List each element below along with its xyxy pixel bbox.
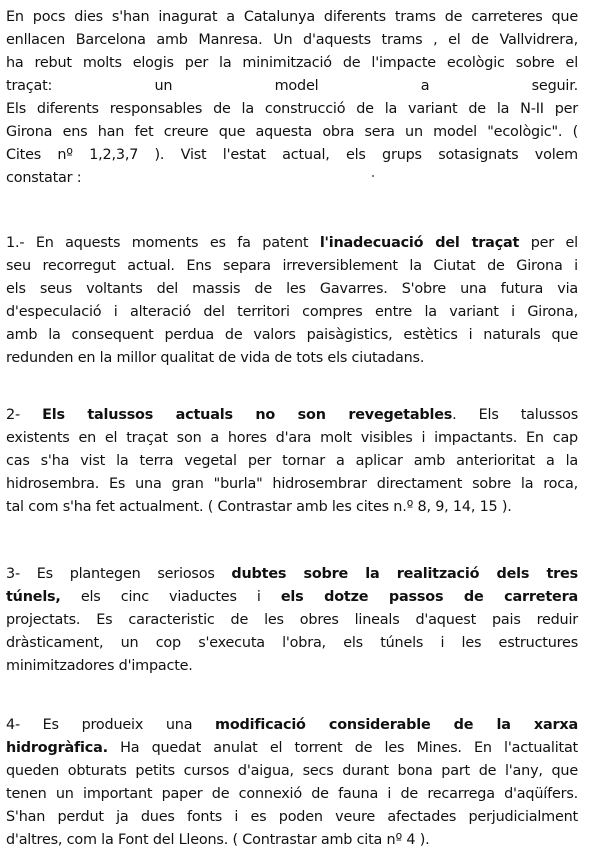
text-line (6, 563, 578, 586)
text-run: En pocs dies s'han inagurat a Catalunya diferents trams de carreteres que (6, 9, 578, 25)
text-line (6, 167, 578, 190)
bold-text: túnels, (6, 589, 61, 605)
bold-text: l'inadecuació del traçat (319, 235, 520, 251)
text-line (6, 737, 578, 760)
text-run: traçat: un model a seguir. (6, 78, 578, 94)
text-run: els seus voltants del massis de les Gavarres. S'obre una futura via (6, 281, 578, 297)
text-run: 3- Es plantegen seriosos (6, 566, 232, 582)
text-line (6, 121, 578, 144)
text-line (6, 632, 578, 655)
point-3-paragraph (6, 563, 578, 678)
text-line (6, 496, 578, 519)
text-run: 1.- En aquests moments es fa patent (6, 235, 320, 251)
text-line (6, 347, 578, 370)
text-run: enllacen Barcelona amb Manresa. Un d'aquests trams , el de Vallvidrera, (6, 32, 578, 48)
text-run: existents en el traçat son a hores d'ara molt visibles i impactants. En cap (6, 430, 578, 446)
bold-text: dubtes sobre la realització dels tres (231, 566, 578, 582)
text-run: constatar : (6, 170, 82, 186)
text-run: els cinc viaductes i (60, 589, 281, 605)
bold-text: modificació considerable de la xarxa (215, 717, 578, 733)
text-run: Girona ens han fet creure que aquesta obra sera un model "ecològic". ( (6, 124, 578, 140)
text-line (6, 6, 578, 29)
text-run: ha rebut molts elogis per la minimització de l'impacte ecològic sobre el (6, 55, 578, 71)
text-run: seu recorregut actual. Ens separa irreversiblement la Ciutat de Girona i (6, 258, 578, 274)
text-run: d'altres, com la Font del Lleons. ( Contrastar amb cita nº 4 ). (6, 832, 430, 848)
text-run: tenen un important paper de connexió de fauna i de recarrega d'aqüífers. (6, 786, 578, 802)
text-line (6, 655, 578, 678)
text-line (6, 75, 578, 98)
text-run: projectats. Es caracteristic de les obres lineals d'aquest pais reduir (6, 612, 578, 628)
text-line (6, 232, 578, 255)
bold-text: hidrogràfica. (6, 740, 108, 756)
text-run: per el (519, 235, 578, 251)
scan-speck (372, 175, 374, 177)
text-run: redunden en la millor qualitat de vida de tots els ciutadans. (6, 350, 425, 366)
intro-paragraph (6, 6, 578, 190)
text-line (6, 324, 578, 347)
text-line (6, 144, 578, 167)
text-line (6, 29, 578, 52)
text-run: minimitzadores d'impacte. (6, 658, 193, 674)
text-run: hidrosembra. Es una gran "burla" hidrosembrar directament sobre la roca, (6, 476, 578, 492)
text-run: . Els talussos (452, 407, 579, 423)
text-line (6, 52, 578, 75)
point-1-paragraph (6, 232, 578, 370)
text-run: tal com s'ha fet actualment. ( Contrastar amb les cites n.º 8, 9, 14, 15 ). (6, 499, 512, 515)
text-line (6, 473, 578, 496)
text-line (6, 427, 578, 450)
text-line (6, 609, 578, 632)
text-line (6, 586, 578, 609)
text-line (6, 98, 578, 121)
text-line (6, 760, 578, 783)
text-run: dràsticament, un cop s'executa l'obra, els túnels i les estructures (6, 635, 578, 651)
text-run: S'han perdut ja dues fonts i es poden veure afectades perjudicialment (6, 809, 578, 825)
text-line (6, 806, 578, 829)
text-line (6, 255, 578, 278)
bold-text: Els talussos actuals no son revegetables (42, 407, 453, 423)
text-line (6, 714, 578, 737)
bold-text: els dotze passos de carretera (280, 589, 578, 605)
text-line (6, 829, 578, 852)
point-2-paragraph (6, 404, 578, 519)
text-line (6, 450, 578, 473)
text-line (6, 783, 578, 806)
text-run: 2- (6, 407, 43, 423)
text-run: amb la consequent perdua de valors paisàgistics, estètics i naturals que (6, 327, 578, 343)
text-run: Els diferents responsables de la construcció de la variant de la N-II per (6, 101, 578, 117)
point-4-paragraph (6, 714, 578, 852)
text-line (6, 301, 578, 324)
text-run: d'especulació i alteració del territori compres entre la variant i Girona, (6, 304, 578, 320)
text-run: Ha quedat anulat el torrent de les Mines. En l'actualitat (107, 740, 578, 756)
text-line (6, 278, 578, 301)
text-run: cas s'ha vist la terra vegetal per tornar a aplicar amb anterioritat a la (6, 453, 578, 469)
text-run: queden obturats petits cursos d'aigua, secs durant bona part de l'any, que (6, 763, 578, 779)
text-run: 4- Es produeix una (6, 717, 216, 733)
text-line (6, 404, 578, 427)
text-run: Cites nº 1,2,3,7 ). Vist l'estat actual, els grups sotasignats volem (6, 147, 578, 163)
